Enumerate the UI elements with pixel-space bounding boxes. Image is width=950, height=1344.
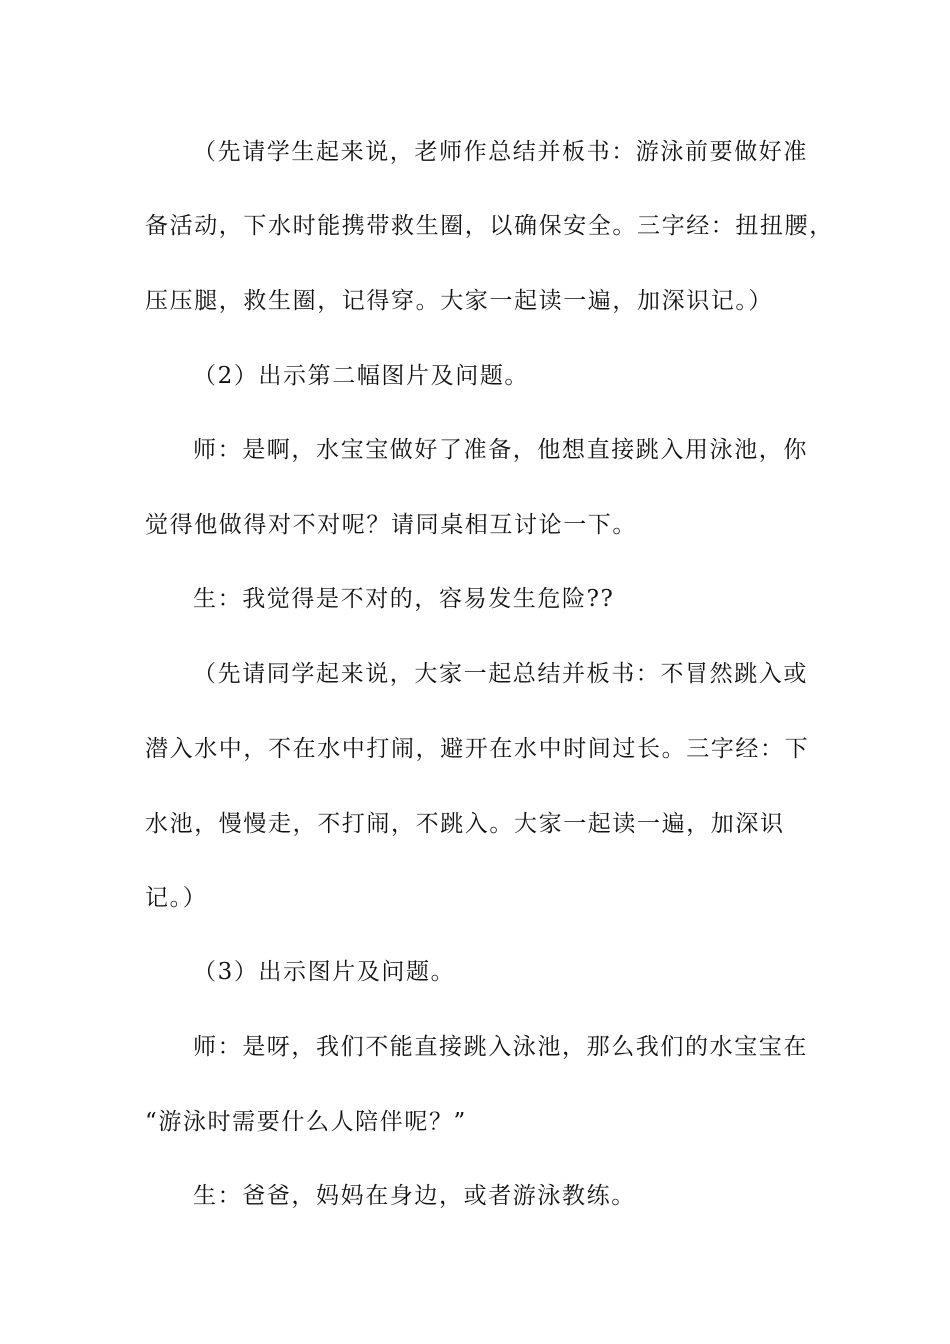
paragraph-line: 生：我觉得是不对的，容易发生危险?? <box>193 586 615 612</box>
paragraph-line: 师：是啊，水宝宝做好了准备，他想直接跳入用泳池，你 <box>193 437 808 463</box>
paragraph-line: 潜入水中，不在水中打闹，避开在水中时间过长。三字经：下 <box>145 736 810 762</box>
paragraph-line: 觉得他做得对不对呢？请同桌相互讨论一下。 <box>145 512 637 538</box>
paragraph-line: （先请学生起来说，老师作总结并板书：游泳前要做好准 <box>193 139 808 165</box>
paragraph-line: （3）出示图片及问题。 <box>193 959 456 985</box>
paragraph-line: （2）出示第二幅图片及问题。 <box>193 363 530 389</box>
paragraph-line: “游泳时需要什么人陪伴呢？” <box>145 1109 467 1135</box>
paragraph-line: 师：是呀，我们不能直接跳入泳池，那么我们的水宝宝在 <box>193 1034 808 1060</box>
paragraph-line: 生：爸爸，妈妈在身边，或者游泳教练。 <box>193 1183 636 1209</box>
paragraph-line: 水池，慢慢走，不打闹，不跳入。大家一起读一遍，加深识 <box>145 811 785 837</box>
paragraph-line: 备活动，下水时能携带救生圈，以确保安全。三字经：扭扭腰， <box>145 213 834 239</box>
paragraph-line: （先请同学起来说，大家一起总结并板书：不冒然跳入或 <box>193 661 808 687</box>
paragraph-line: 记。） <box>145 885 208 911</box>
paragraph-line: 压压腿，救生圈，记得穿。大家一起读一遍，加深识记。） <box>145 288 774 314</box>
